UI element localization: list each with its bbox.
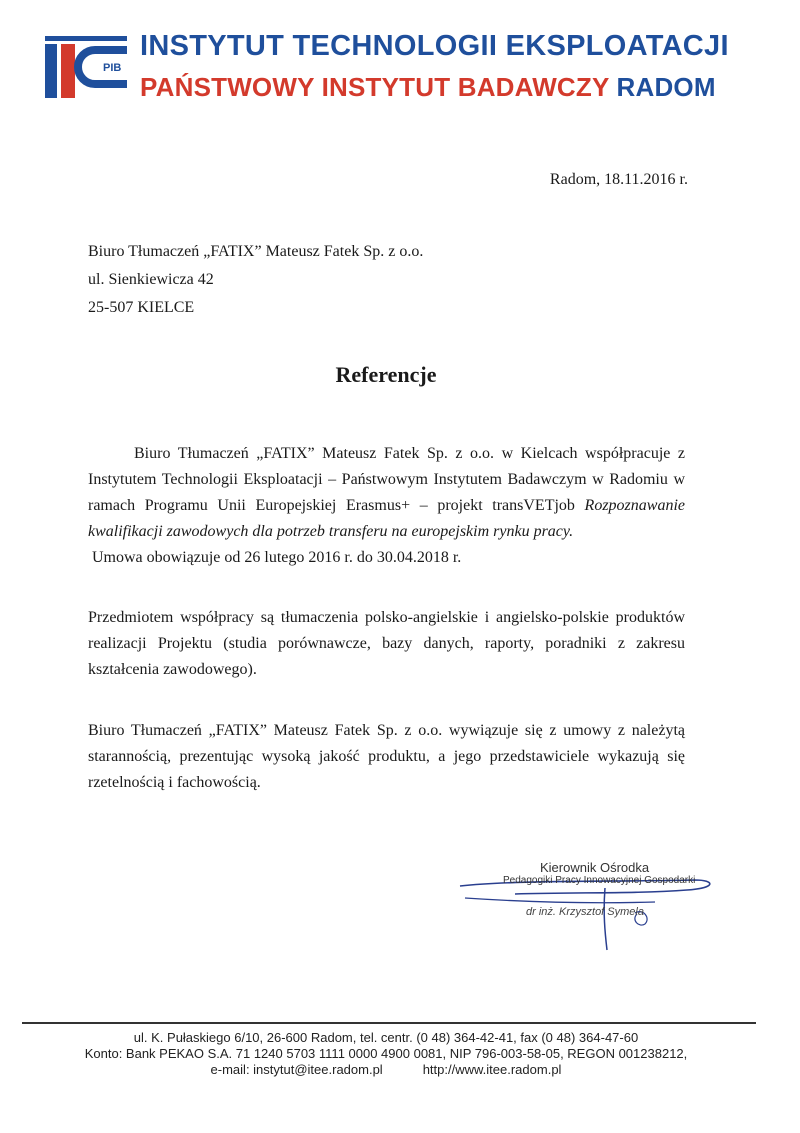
paragraph-subject: Przedmiotem współpracy są tłumaczenia polsko-angielskie i angielsko-polskie produktów realizacji Projektu (studia porównawcze, bazy danych, raporty, poradniki z zakresu kształcenia zawodowego). xyxy=(88,609,685,678)
institute-subtitle xyxy=(140,72,716,103)
letter-date: Radom, 18.11.2016 r. xyxy=(549,171,688,188)
footer-address: ul. K. Pułaskiego 6/10, 26-600 Radom, tel. centr. (0 48) 364-42-41, fax (0 48) 364-47-60 xyxy=(133,1030,639,1045)
signatory-position: Kierownik Ośrodka xyxy=(540,860,650,875)
document-title: Referencje xyxy=(335,362,437,387)
paragraph-cooperation xyxy=(88,441,685,545)
footer-email[interactable]: e-mail: instytut@itee.radom.pl xyxy=(210,1062,383,1077)
institute-subtitle-red: PAŃSTWOWY INSTYTUT BADAWCZY xyxy=(140,72,610,102)
footer-bank: Konto: Bank PEKAO S.A. 71 1240 5703 1111 0000 4900 0081, NIP 796-003-58-05, REGON 001238212, xyxy=(84,1046,688,1061)
recipient-name: Biuro Tłumaczeń „FATIX” Mateusz Fatek Sp. z o.o. xyxy=(88,243,424,260)
itee-logo xyxy=(45,36,127,98)
paragraph-cooperation-text: Biuro Tłumaczeń „FATIX” Mateusz Fatek Sp. z o.o. w Kielcach współpracuje z Instytutem Technologii Eksploatacji – Państwowym Instytutem Badawczym w Radomiu w ramach Programu Unii Europejskiej Erasmus+ – projekt transVETjob xyxy=(88,445,685,514)
paragraph-assessment: Biuro Tłumaczeń „FATIX” Mateusz Fatek Sp. z o.o. wywiązuje się z umowy z należytą starannością, prezentując wysoką jakość produktu, a jego przedstawiciele wykazują się rzetelnością i fachowością. xyxy=(88,722,685,791)
contract-period: Umowa obowiązuje od 26 lutego 2016 r. do 30.04.2018 r. xyxy=(92,549,462,566)
institute-city: RADOM xyxy=(616,72,716,102)
signatory-name: dr inż. Krzysztof Symela xyxy=(526,906,644,918)
footer-divider xyxy=(22,1022,756,1024)
footer-online xyxy=(0,1062,772,1078)
logo-text: PIB xyxy=(103,62,122,74)
recipient-address xyxy=(88,238,423,322)
recipient-street: ul. Sienkiewicza 42 xyxy=(88,271,214,288)
footer-contact xyxy=(0,1030,772,1078)
project-title-italic: Rozpoznawanie kwalifikacji zawodowych dla potrzeb transferu na europejskim rynku pracy. xyxy=(88,497,685,540)
institute-name: INSTYTUT TECHNOLOGII EKSPLOATACJI xyxy=(140,30,729,62)
recipient-city: 25-507 KIELCE xyxy=(88,299,195,316)
signatory-department: Pedagogiki Pracy Innowacyjnej Gospodarki xyxy=(503,875,696,886)
footer-website[interactable]: http://www.itee.radom.pl xyxy=(422,1062,562,1077)
